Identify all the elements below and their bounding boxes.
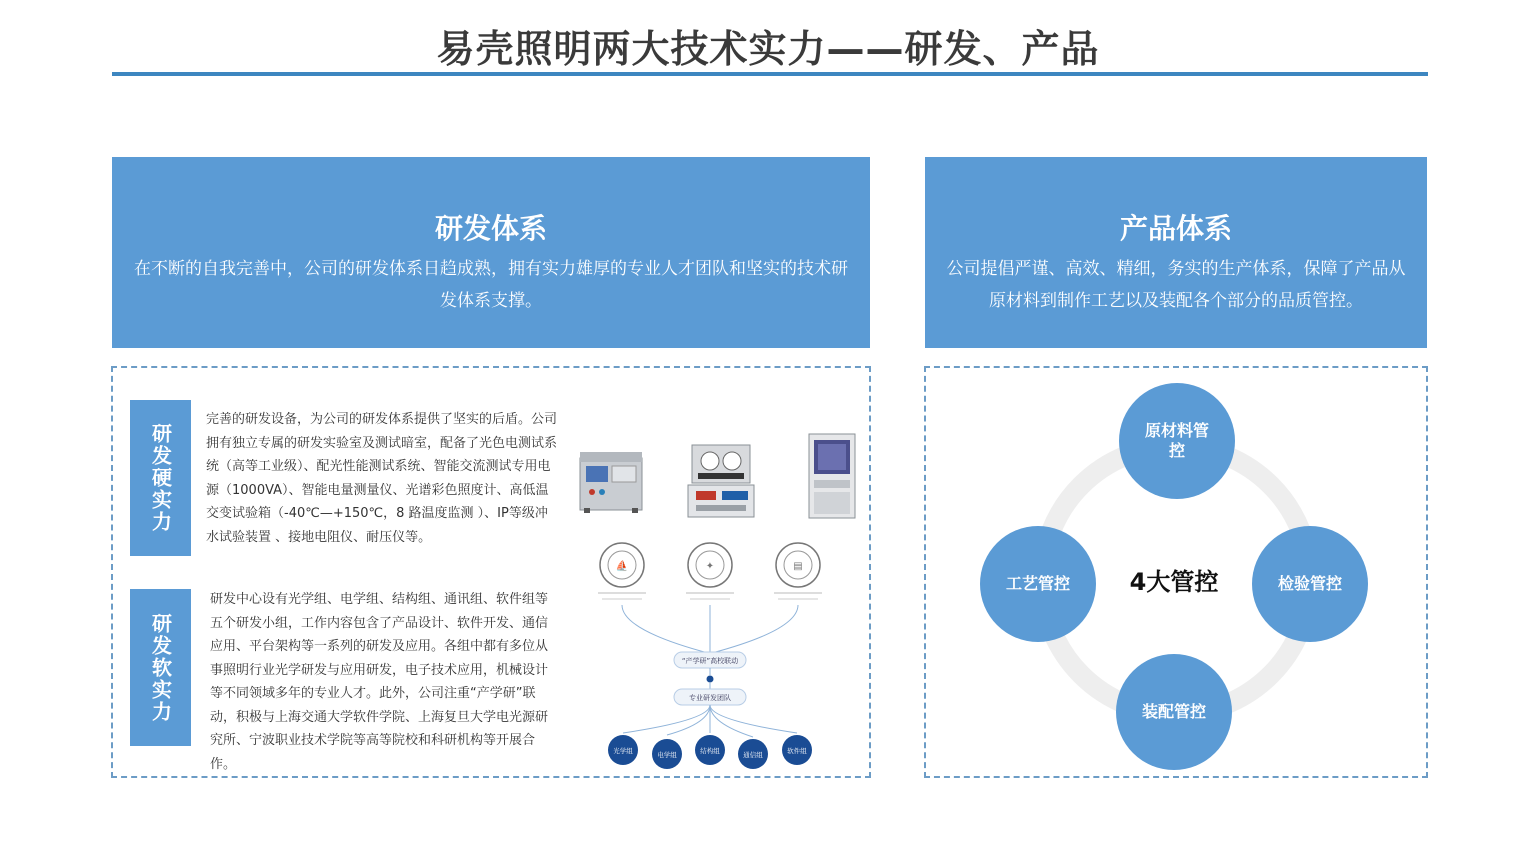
voltage-tester-image <box>686 443 756 519</box>
temperature-chamber-image <box>806 432 858 521</box>
process-control-label: 工艺管控 <box>1006 574 1071 593</box>
product-system-header <box>925 157 1427 348</box>
rd-system-description: 在不断的自我完善中，公司的研发体系日趋成熟，拥有实力雄厚的专业人才团队和坚实的技术研发体系支撑。 <box>134 259 848 311</box>
assembly-control-label: 装配管控 <box>1142 702 1207 721</box>
inspection-control-label: 检验管控 <box>1278 574 1343 593</box>
raw-material-control-label: 原材料管控 <box>1145 421 1210 460</box>
org-group-5-label: 软件组 <box>787 747 807 755</box>
raw-material-control-node <box>1119 383 1235 499</box>
org-hub-label: “产学研”高校联动 <box>681 657 739 665</box>
rd-software-text: 研发中心设有光学组、电学组、结构组、通讯组、软件组等五个研发小组，工作内容包含了产品设计、软件开发、通信应用、平台架构等一系列的研发及应用。各组中都有多位从事照明行业光学研发与应用研发，电子技术应用，机械设计等不同领域多年的专业人才。此外，公司注重“产学研”联动，积极与上海交通大学软件学院、上海复旦大学电光源研究所、宁波职业技术学院等高等院校和科研机构等开展合作。 <box>210 592 549 772</box>
rd-system-title: 研发体系 <box>434 212 547 245</box>
org-group-2-label: 电学组 <box>657 751 677 759</box>
four-controls-label: 4大管控 <box>1129 568 1219 596</box>
org-group-3-label: 结构组 <box>700 747 720 755</box>
page-title: 易壳照明两大技术实力——研发、产品 <box>436 27 1100 71</box>
org-team-label: 专业研发团队 <box>689 694 731 702</box>
svg-text:⛵: ⛵ <box>615 561 629 572</box>
title-divider <box>112 72 1428 76</box>
svg-text:✦: ✦ <box>705 561 715 572</box>
assembly-control-node <box>1116 654 1232 770</box>
org-group-4-label: 通信组 <box>743 751 763 759</box>
svg-text:▤: ▤ <box>793 561 803 572</box>
rd-software-label: 研发软实力 <box>130 589 191 746</box>
product-system-title: 产品体系 <box>1119 212 1232 245</box>
rd-system-header <box>112 157 870 348</box>
salt-spray-chamber-image <box>576 448 646 514</box>
rd-hardware-label: 研发硬实力 <box>130 400 191 556</box>
process-control-node <box>980 526 1096 642</box>
university-seal-3 <box>776 543 820 587</box>
university-seal-1 <box>600 543 644 587</box>
org-group-1-label: 光学组 <box>613 747 633 755</box>
university-seal-2 <box>688 543 732 587</box>
rd-organization-chart <box>588 535 828 775</box>
inspection-control-node <box>1252 526 1368 642</box>
rd-hardware-text: 完善的研发设备，为公司的研发体系提供了坚实的后盾。公司拥有独立专属的研发实验室及测试暗室，配备了光色电测试系统（高等工业级）、配光性能测试系统、智能交流测试专用电源（1000VA）、智能电量测量仪、光谱彩色照度计、高低温交变试验箱（-40℃—+150℃，8 路温度监测 ）、IP等级冲水试验装置 、接地电阻仪、耐压仪等。 <box>206 412 558 545</box>
product-system-description: 公司提倡严谨、高效、精细，务实的生产体系，保障了产品从原材料到制作工艺以及装配各个部分的品质管控。 <box>946 259 1406 311</box>
